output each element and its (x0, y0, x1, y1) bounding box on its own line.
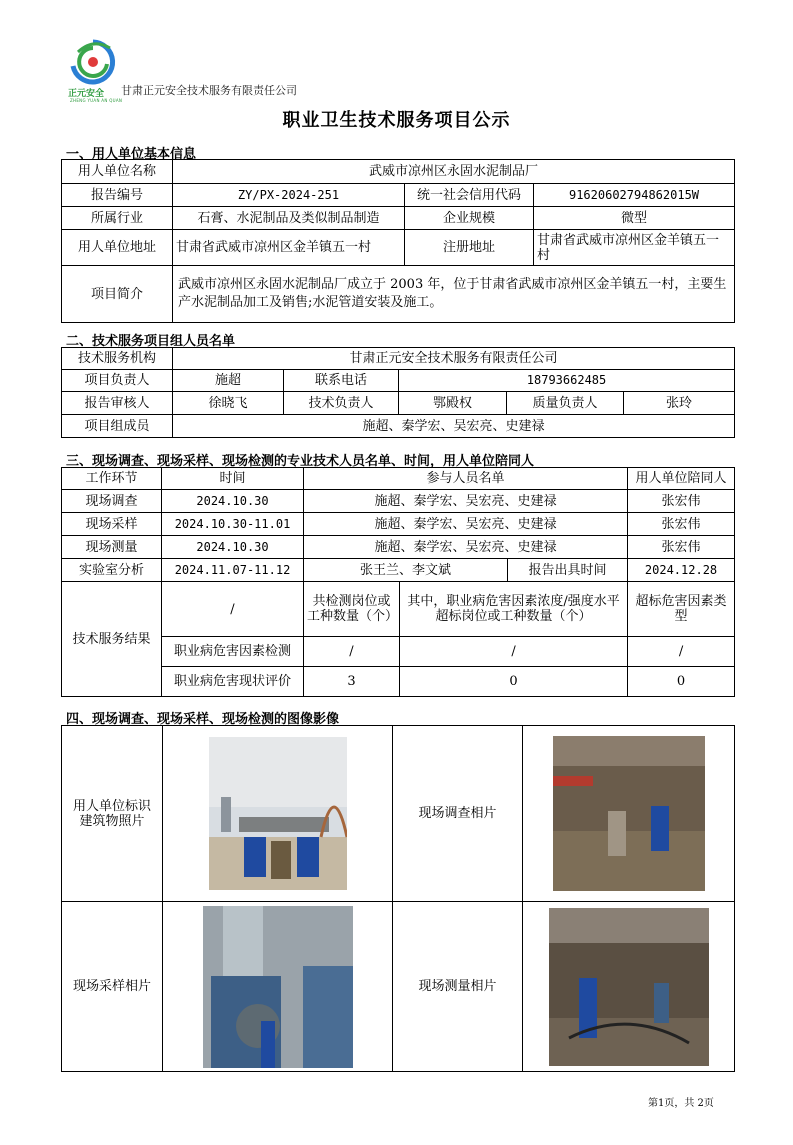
detect-v3: / (628, 637, 735, 667)
people-cell: 施超、秦学宏、吴宏亮、史建禄 (304, 536, 628, 559)
scale-label: 企业规模 (405, 207, 534, 230)
report-date-label: 报告出具时间 (508, 559, 628, 582)
result-col2: 其中，职业病危害因素浓度/强度水平超标岗位或工种数量（个） (400, 582, 628, 637)
scale-value: 微型 (534, 207, 735, 230)
page-number: 第1页，共 2页 (648, 1098, 714, 1109)
org-label: 技术服务机构 (62, 348, 173, 370)
team-table (61, 347, 735, 438)
time-cell: 2024.10.30 (162, 536, 304, 559)
photos-table (61, 725, 735, 1072)
reg-address-label: 注册地址 (405, 230, 534, 266)
phone-label: 联系电话 (284, 370, 399, 392)
result-label: 技术服务结果 (62, 582, 162, 697)
basic-info-table (61, 159, 735, 323)
escort-cell: 张宏伟 (628, 490, 735, 513)
photo1-label: 用人单位标识建筑物照片 (62, 726, 163, 902)
table-row (62, 536, 735, 559)
page-title: 职业卫生技术服务项目公示 (282, 110, 511, 131)
photo3-label: 现场采样相片 (62, 902, 163, 1072)
leader-value: 施超 (173, 370, 284, 392)
escort-cell: 张宏伟 (628, 536, 735, 559)
eval-label: 职业病危害现状评价 (162, 667, 304, 697)
section4-heading: 四、现场调查、现场采样、现场检测的图像影像 (66, 712, 340, 727)
table-row (62, 513, 735, 536)
leader-label: 项目负责人 (62, 370, 173, 392)
result-col1: 共检测岗位或工种数量（个） (304, 582, 400, 637)
report-no-value: ZY/PX-2024-251 (173, 184, 405, 207)
report-no-label: 报告编号 (62, 184, 173, 207)
sampling-photo (203, 906, 353, 1068)
industry-label: 所属行业 (62, 207, 173, 230)
credit-label: 统一社会信用代码 (405, 184, 534, 207)
intro-label: 项目简介 (62, 266, 173, 323)
logo-text: 正元安全 (68, 89, 105, 99)
members-label: 项目组成员 (62, 415, 173, 438)
detect-v2: / (400, 637, 628, 667)
intro-value: 武威市凉州区永固水泥制品厂成立于 2003 年，位于甘肃省武威市凉州区金羊镇五一村，主要生产水泥制品加工及销售;水泥管道安装及施工。 (173, 266, 735, 323)
tech-label: 技术负责人 (284, 392, 399, 415)
address-value: 甘肃省武威市凉州区金羊镇五一村 (173, 230, 405, 266)
lab-people: 张王兰、李文斌 (304, 559, 508, 582)
escort-cell: 张宏伟 (628, 513, 735, 536)
eval-v1: 3 (304, 667, 400, 697)
fieldwork-table (61, 467, 735, 697)
detect-label: 职业病危害因素检测 (162, 637, 304, 667)
survey-photo (553, 736, 705, 891)
photo4-label: 现场测量相片 (393, 902, 523, 1072)
col-time: 时间 (162, 468, 304, 490)
people-cell: 施超、秦学宏、吴宏亮、史建禄 (304, 513, 628, 536)
name-label: 用人单位名称 (62, 160, 173, 184)
stage-cell: 现场采样 (62, 513, 162, 536)
col-people: 参与人员名单 (304, 468, 628, 490)
result-slash: / (162, 582, 304, 637)
section3-heading: 三、现场调查、现场采样、现场检测的专业技术人员名单、时间，用人单位陪同人 (66, 454, 535, 469)
members-value: 施超、秦学宏、吴宏亮、史建禄 (173, 415, 735, 438)
credit-value: 91620602794862015W (534, 184, 735, 207)
col-stage: 工作环节 (62, 468, 162, 490)
eval-v2: 0 (400, 667, 628, 697)
reg-address-value: 甘肃省武威市凉州区金羊镇五一村 (534, 230, 735, 266)
industry-value: 石膏、水泥制品及类似制品制造 (173, 207, 405, 230)
eval-v3: 0 (628, 667, 735, 697)
col-escort: 用人单位陪同人 (628, 468, 735, 490)
tech-value: 鄂殿权 (399, 392, 507, 415)
logo-english-text: ZHENG YUAN AN QUAN (70, 98, 123, 103)
name-value: 武威市凉州区永固水泥制品厂 (173, 160, 735, 184)
detect-v1: / (304, 637, 400, 667)
time-cell: 2024.10.30 (162, 490, 304, 513)
phone-value: 18793662485 (399, 370, 735, 392)
address-label: 用人单位地址 (62, 230, 173, 266)
quality-value: 张玲 (624, 392, 735, 415)
stage-cell: 现场调查 (62, 490, 162, 513)
people-cell: 施超、秦学宏、吴宏亮、史建禄 (304, 490, 628, 513)
table-row (62, 490, 735, 513)
org-value: 甘肃正元安全技术服务有限责任公司 (173, 348, 735, 370)
building-photo (209, 737, 347, 890)
photo2-label: 现场调查相片 (393, 726, 523, 902)
quality-label: 质量负责人 (507, 392, 624, 415)
reviewer-label: 报告审核人 (62, 392, 173, 415)
reviewer-value: 徐晓飞 (173, 392, 284, 415)
section2-heading: 二、技术服务项目组人员名单 (66, 334, 236, 349)
section1-heading: 一、用人单位基本信息 (66, 147, 197, 162)
lab-time: 2024.11.07-11.12 (162, 559, 304, 582)
measurement-photo (549, 908, 709, 1066)
lab-stage: 实验室分析 (62, 559, 162, 582)
company-name: 甘肃正元安全技术服务有限责任公司 (121, 84, 297, 97)
report-date-value: 2024.12.28 (628, 559, 735, 582)
stage-cell: 现场测量 (62, 536, 162, 559)
result-col3: 超标危害因素类型 (628, 582, 735, 637)
time-cell: 2024.10.30-11.01 (162, 513, 304, 536)
